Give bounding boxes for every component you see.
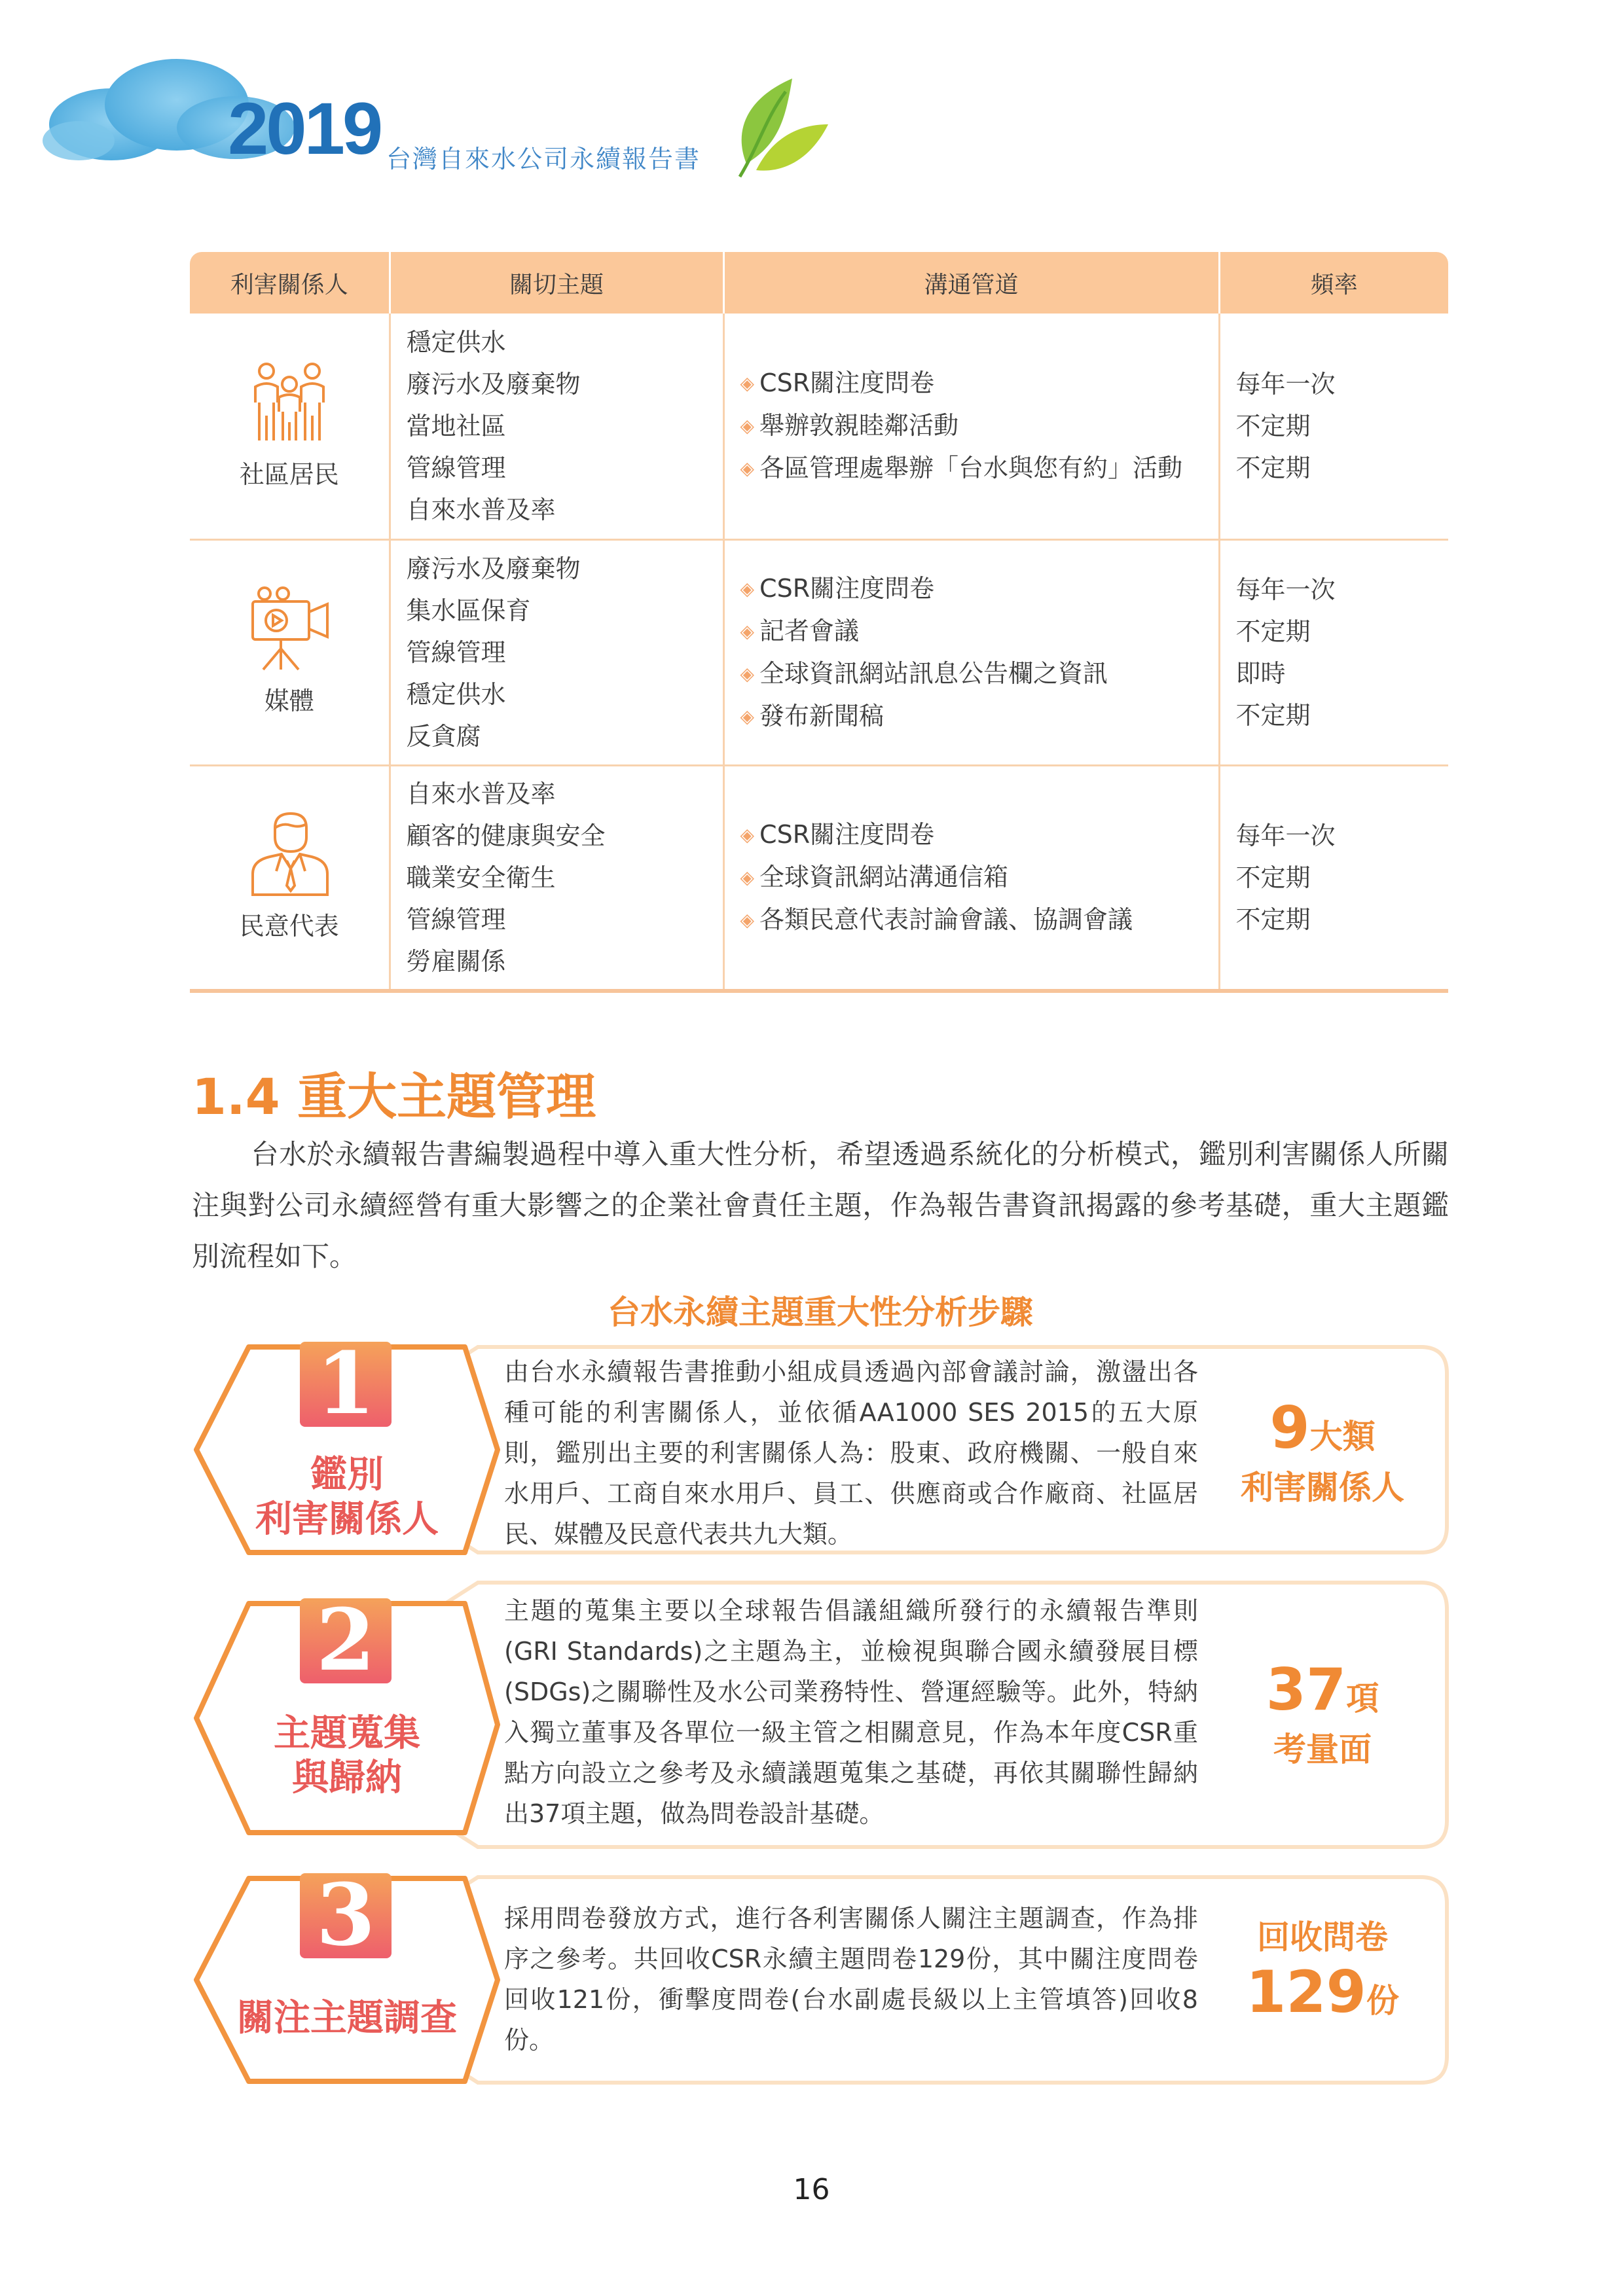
channel-text: 舉辦敦親睦鄰活動: [759, 411, 959, 440]
stat-value: 129: [1246, 1958, 1366, 2026]
channel-item: [740, 814, 1203, 856]
topic-item: 自來水普及率: [406, 779, 556, 808]
frequency-item: 每年一次: [1235, 575, 1336, 604]
analysis-step-2: [190, 1577, 1453, 1852]
step-number: 3: [316, 1865, 376, 1965]
frequency-item: 不定期: [1235, 905, 1311, 934]
step-number: 2: [316, 1590, 376, 1690]
topic-item: 顧客的健康與安全: [406, 821, 606, 850]
channel-item: [740, 447, 1203, 490]
channel-item: [740, 653, 1203, 695]
channel-text: CSR關注度問卷: [759, 368, 935, 398]
stat-unit: 大類: [1309, 1418, 1376, 1456]
page-number: 16: [793, 2173, 830, 2206]
diamond-bullet-icon: ◈: [740, 415, 755, 437]
frequency-cell: [1219, 539, 1448, 765]
channel-text: 全球資訊網站溝通信箱: [759, 863, 1009, 892]
step-label-line: 主題蒐集: [274, 1712, 420, 1755]
frequency-cell: [1219, 765, 1448, 991]
channel-item: [740, 404, 1203, 447]
step-label: [229, 1453, 465, 1542]
step-description: 主題的蒐集主要以全球報告倡議組織所發行的永續報告準則(GRI Standards)之主題為主，並檢視與聯合國永續發展目標(SDGs)之關聯性及水公司業務特性、營運經驗等。此外，特納入獨立董事及各單位一級主管之相關意見，作為本年度CSR重點方向設立之參考及永續議題蒐集之基礎，再依其關聯性歸納出37項主題，做為問卷設計基礎。: [504, 1596, 1198, 1828]
stat-unit: 份: [1366, 1982, 1399, 2020]
frequency-item: 不定期: [1235, 411, 1311, 440]
stat-value-line: [1211, 1394, 1434, 1462]
table-row: [190, 765, 1448, 991]
step-label-line: 與歸納: [292, 1757, 402, 1799]
frequency-item: 不定期: [1235, 453, 1311, 482]
diamond-bullet-icon: ◈: [740, 577, 755, 600]
topic-item: 管線管理: [406, 905, 506, 934]
step-stat: [1211, 1656, 1434, 1770]
step-number: 1: [316, 1333, 376, 1433]
stakeholder-name: 社區居民: [239, 459, 339, 489]
diamond-bullet-icon: ◈: [740, 620, 755, 642]
stat-value: 37: [1266, 1656, 1347, 1723]
leaf-logo-icon: [720, 65, 831, 183]
topic-item: 當地社區: [406, 411, 506, 440]
step-description: 由台水永續報告書推動小組成員透過內部會議討論，激盪出各種可能的利害關係人，並依循AA1000 SES 2015的五大原則，鑑別出主要的利害關係人為：股東、政府機關、一般自來水用戶、工商自來水用戶、員工、供應商或合作廠商、社區居民、媒體及民意代表共九大類。: [504, 1357, 1198, 1549]
section-paragraph: [192, 1129, 1449, 1282]
channel-text: CSR關注度問卷: [759, 820, 935, 850]
stat-value: 9: [1269, 1394, 1310, 1462]
topics-cell: [390, 765, 723, 991]
channels-cell: [723, 314, 1219, 539]
topic-item: 自來水普及率: [406, 495, 556, 524]
frequency-item: 即時: [1235, 658, 1286, 688]
table-row: [190, 314, 1448, 539]
diamond-bullet-icon: ◈: [740, 705, 755, 727]
step-stat: [1211, 1394, 1434, 1509]
frequency-item: 不定期: [1235, 617, 1311, 646]
step-description: 採用問卷發放方式，進行各利害關係人關注主題調查，作為排序之參考。共回收CSR永續主題問卷129份，其中關注度問卷回收121份，衝擊度問卷(台水副處長級以上主管填答)回收8份。: [504, 1904, 1198, 2054]
topics-cell: [390, 539, 723, 765]
frequency-item: 每年一次: [1235, 821, 1336, 850]
channel-text: CSR關注度問卷: [759, 573, 935, 603]
frequency-item: 每年一次: [1235, 369, 1336, 399]
diamond-bullet-icon: ◈: [740, 909, 755, 931]
header-stakeholder: 利害關係人: [190, 252, 390, 314]
analysis-step-3: [190, 1865, 1453, 2088]
frequency-item: 不定期: [1235, 863, 1311, 892]
step-label-line: 利害關係人: [255, 1498, 439, 1541]
frequency-cell: [1219, 314, 1448, 539]
channel-text: 記者會議: [759, 616, 860, 645]
step-label: [223, 1996, 471, 2041]
stat-label: 考量面: [1273, 1731, 1372, 1768]
representative-icon: [244, 808, 335, 900]
stat-label: 利害關係人: [1241, 1469, 1404, 1507]
frequency-item: 不定期: [1235, 700, 1311, 730]
topic-item: 穩定供水: [406, 327, 506, 357]
header-frequency: 頻率: [1219, 252, 1448, 314]
topic-item: 反貪腐: [406, 721, 481, 751]
diamond-bullet-icon: ◈: [740, 662, 755, 685]
channel-text: 發布新聞稿: [759, 701, 884, 730]
analysis-step-1: [190, 1333, 1453, 1558]
channels-cell: [723, 765, 1219, 991]
channel-text: 全球資訊網站訊息公告欄之資訊: [759, 658, 1108, 688]
channel-item: [740, 899, 1203, 941]
table-header-row: [190, 252, 1448, 314]
topics-cell: [390, 314, 723, 539]
report-header: [33, 46, 884, 183]
step-stat: [1211, 1911, 1434, 2026]
table-row: [190, 539, 1448, 765]
step-label-line: 關注主題調查: [237, 1997, 457, 2039]
stat-label: 回收問卷: [1257, 1918, 1388, 1956]
diamond-bullet-icon: ◈: [740, 867, 755, 889]
header-topics: 關切主題: [390, 252, 723, 314]
channel-item: [740, 567, 1203, 610]
topic-item: 勞雇關係: [406, 946, 506, 976]
stakeholder-name: 民意代表: [239, 911, 339, 941]
topic-item: 穩定供水: [406, 679, 506, 709]
diamond-bullet-icon: ◈: [740, 457, 755, 480]
diamond-bullet-icon: ◈: [740, 824, 755, 846]
topic-item: 集水區保育: [406, 596, 531, 625]
steps-title: 台水永續主題重大性分析步驟: [608, 1293, 1033, 1331]
header-channels: 溝通管道: [723, 252, 1219, 314]
report-title: 台灣自來水公司永續報告書: [386, 145, 701, 173]
channel-item: [740, 856, 1203, 899]
topic-item: 管線管理: [406, 637, 506, 667]
topic-item: 廢污水及廢棄物: [406, 369, 581, 399]
stakeholder-cell: [190, 539, 390, 765]
channels-cell: [723, 539, 1219, 765]
stakeholder-name: 媒體: [264, 686, 314, 715]
channel-item: [740, 695, 1203, 738]
community-residents-icon: [244, 357, 335, 448]
channel-text: 各類民意代表討論會議、協調會議: [759, 905, 1133, 935]
paragraph-text: 台水於永續報告書編製過程中導入重大性分析，希望透過系統化的分析模式，鑑別利害關係人所關注與對公司永續經營有重大影響之的企業社會責任主題，作為報告書資訊揭露的參考基礎，重大主題鑑別流程如下。: [192, 1138, 1449, 1272]
channel-item: [740, 362, 1203, 404]
diamond-bullet-icon: ◈: [740, 372, 755, 395]
step-label: [229, 1712, 465, 1801]
step-label-line: 鑑別: [310, 1454, 384, 1496]
report-year: 2019: [228, 88, 381, 170]
topic-item: 職業安全衛生: [406, 863, 556, 892]
channel-item: [740, 610, 1203, 653]
topic-item: 管線管理: [406, 453, 506, 482]
stakeholder-table: [190, 252, 1448, 993]
stakeholder-cell: [190, 314, 390, 539]
channel-text: 各區管理處舉辦「台水與您有約」活動: [759, 454, 1183, 483]
stat-unit: 項: [1346, 1679, 1379, 1717]
stat-value-line: [1211, 1656, 1434, 1723]
video-camera-icon: [244, 583, 335, 675]
topic-item: 廢污水及廢棄物: [406, 554, 581, 583]
section-title: 1.4 重大主題管理: [192, 1067, 596, 1126]
stat-value-line: [1211, 1958, 1434, 2026]
stakeholder-cell: [190, 765, 390, 991]
